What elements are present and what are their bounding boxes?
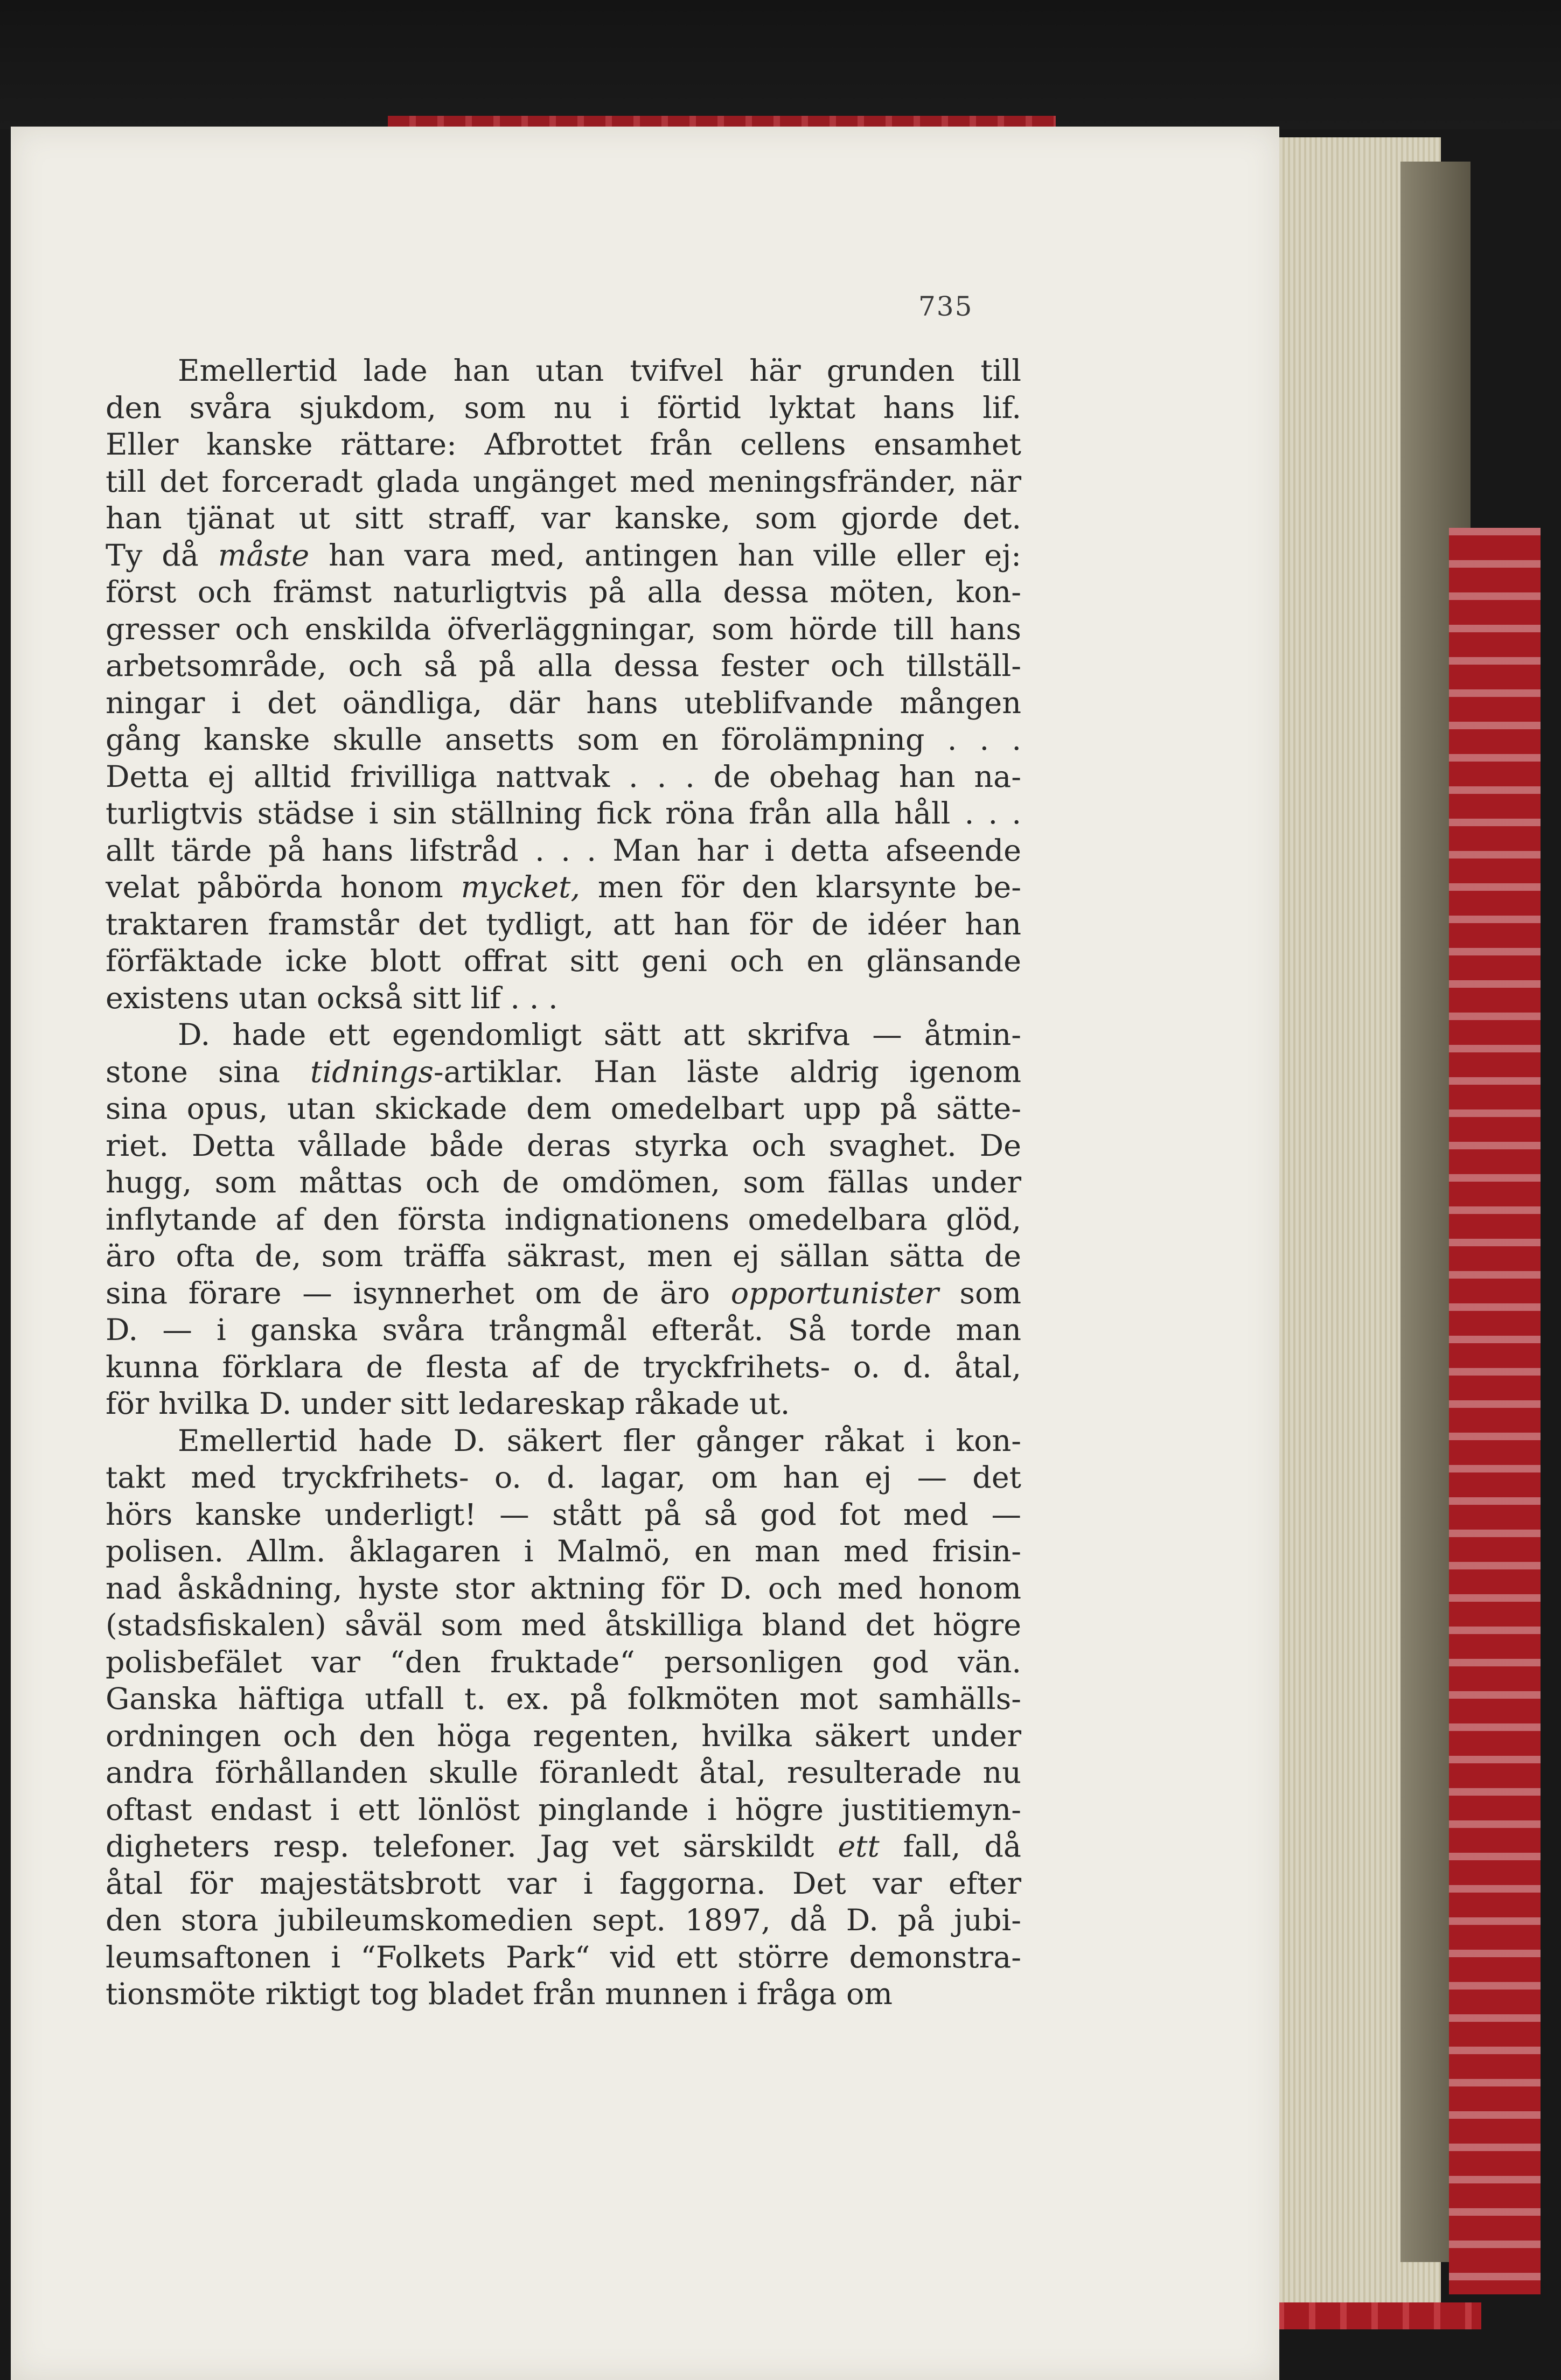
text-segment: digheters resp. telefoner. Jag vet särskildt (106, 1829, 838, 1864)
text-line (106, 353, 1021, 390)
text-segment: (stadsfiskalen) såväl som med åtskilliga bland det högre (106, 1608, 1021, 1643)
text-segment: hugg, som måttas och de omdömen, som fällas under (106, 1165, 1021, 1200)
text-segment: arbetsområde, och så på alla dessa fester och tillställ- (106, 648, 1021, 683)
text-line (106, 1128, 1021, 1165)
text-segment: till det forceradt glada ungänget med meningsfränder, när (106, 464, 1021, 499)
text-line (106, 1054, 1021, 1091)
text-line (106, 1571, 1021, 1608)
emphasized-text: ett (838, 1829, 880, 1864)
text-line (106, 611, 1021, 648)
text-line (106, 1017, 1021, 1054)
text-segment: riet. Detta vållade både deras styrka och svaghet. De (106, 1128, 1021, 1163)
text-line (106, 1202, 1021, 1239)
text-segment: velat påbörda honom (106, 870, 461, 905)
text-line (106, 1828, 1021, 1866)
text-line (106, 648, 1021, 685)
text-segment: -artiklar. Han läste aldrig igenom (433, 1054, 1022, 1090)
text-segment: Detta ej alltid frivilliga nattvak . . . de obehag han na- (106, 759, 1021, 794)
text-segment: turligtvis städse i sin ställning fick röna från alla håll . . . (106, 796, 1021, 831)
text-segment: existens utan också sitt lif . . . (106, 980, 558, 1016)
text-segment: oftast endast i ett lönlöst pinglande i högre justitiemyn- (106, 1792, 1021, 1827)
text-segment: gresser och enskilda öfverläggningar, som hörde till hans (106, 611, 1021, 647)
text-line (106, 685, 1021, 722)
text-segment: allt tärde på hans lifstråd . . . Man har i detta afseende (106, 833, 1021, 868)
text-segment: Emellertid hade D. säkert fler gånger råkat i kon- (178, 1423, 1021, 1458)
text-segment: stone sina (106, 1054, 311, 1090)
text-segment: traktaren framstår det tydligt, att han för de idéer han (106, 906, 1021, 942)
text-line (106, 722, 1021, 759)
emphasized-text: tidnings (310, 1054, 434, 1090)
text-line (106, 1091, 1021, 1128)
text-segment: först och främst naturligtvis på alla dessa möten, kon- (106, 575, 1021, 610)
text-segment: Emellertid lade han utan tvifvel här grunden till (178, 353, 1021, 388)
text-segment: polisen. Allm. åklagaren i Malmö, en man med frisin- (106, 1534, 1021, 1569)
text-segment: den stora jubileumskomedien sept. 1897, då D. på jubi- (106, 1903, 1021, 1938)
text-line (106, 1681, 1021, 1718)
text-line (106, 1238, 1021, 1275)
text-line (106, 759, 1021, 796)
text-segment: kunna förklara de flesta af de tryckfrihets- o. d. åtal, (106, 1349, 1021, 1385)
text-line (106, 869, 1021, 906)
text-segment: förfäktade icke blott offrat sitt geni och en glänsande (106, 944, 1021, 979)
text-line (106, 1386, 1021, 1423)
book-red-edge (1449, 528, 1541, 2294)
text-line (106, 1607, 1021, 1644)
text-line (106, 1312, 1021, 1349)
text-line (106, 1718, 1021, 1755)
text-segment: han tjänat ut sitt straff, var kanske, som gjorde det. (106, 501, 1021, 536)
text-line (106, 390, 1021, 427)
text-line (106, 1533, 1021, 1571)
text-line (106, 1460, 1021, 1497)
scan-background (0, 0, 1561, 129)
text-line (106, 1423, 1021, 1460)
text-segment: som (938, 1275, 1021, 1311)
text-segment: sina förare — isynnerhet om de äro (106, 1275, 731, 1311)
page-number: 735 (918, 291, 973, 322)
text-line (106, 795, 1021, 833)
text-segment: för hvilka D. under sitt ledareskap råkade ut. (106, 1386, 790, 1421)
text-segment: men för den klarsynte be- (580, 870, 1021, 905)
text-line (106, 574, 1021, 611)
text-line (106, 1976, 1021, 2013)
text-line (106, 833, 1021, 870)
text-segment: Eller kanske rättare: Afbrottet från cellens ensamhet (106, 427, 1021, 462)
text-line (106, 980, 1021, 1017)
emphasized-text: måste (218, 538, 310, 573)
text-line (106, 1349, 1021, 1386)
text-segment: inflytande af den första indignationens omedelbara glöd, (106, 1202, 1021, 1237)
emphasized-text: opportunister (730, 1275, 939, 1311)
text-line (106, 1497, 1021, 1534)
text-segment: D. hade ett egendomligt sätt att skrifva — åtmin- (178, 1017, 1021, 1052)
text-segment: takt med tryckfrihets- o. d. lagar, om han ej — det (106, 1460, 1021, 1495)
text-segment: ordningen och den höga regenten, hvilka säkert under (106, 1718, 1021, 1754)
text-segment: D. — i ganska svåra trångmål efteråt. Så torde man (106, 1313, 1021, 1348)
text-segment: tionsmöte riktigt tog bladet från munnen i fråga om (106, 1977, 893, 2012)
text-segment: polisbefälet var “den fruktade“ personligen god vän. (106, 1644, 1021, 1680)
text-line (106, 1755, 1021, 1792)
emphasized-text: mycket, (461, 870, 581, 905)
text-segment: Ty då (106, 538, 218, 573)
text-segment: nad åskådning, hyste stor aktning för D. och med honom (106, 1571, 1021, 1606)
text-line (106, 1275, 1021, 1313)
text-segment: Ganska häftiga utfall t. ex. på folkmöten mot samhälls- (106, 1681, 1021, 1716)
text-segment: äro ofta de, som träffa säkrast, men ej sällan sätta de (106, 1239, 1021, 1274)
text-line (106, 1902, 1021, 1939)
body-text (106, 353, 1021, 2013)
text-line (106, 943, 1021, 980)
text-segment: gång kanske skulle ansetts som en förolämpning . . . (106, 722, 1021, 757)
text-segment: hörs kanske underligt! — stått på så god fot med — (106, 1497, 1021, 1532)
text-segment: ningar i det oändliga, där hans uteblifvande mången (106, 685, 1021, 721)
text-line (106, 427, 1021, 464)
text-line (106, 538, 1021, 575)
text-line (106, 1866, 1021, 1903)
text-line (106, 500, 1021, 538)
text-segment: fall, då (879, 1829, 1021, 1864)
text-segment: den svåra sjukdom, som nu i förtid lyktat hans lif. (106, 390, 1021, 425)
text-line (106, 1792, 1021, 1829)
text-line (106, 1644, 1021, 1681)
text-line (106, 1164, 1021, 1202)
text-line (106, 464, 1021, 501)
text-segment: leumsaftonen i “Folkets Park“ vid ett större demonstra- (106, 1939, 1021, 1975)
text-line (106, 1939, 1021, 1977)
text-segment: åtal för majestätsbrott var i faggorna. Det var efter (106, 1866, 1021, 1901)
text-line (106, 906, 1021, 944)
text-segment: sina opus, utan skickade dem omedelbart upp på sätte- (106, 1091, 1021, 1126)
text-segment: andra förhållanden skulle föranledt åtal, resulterade nu (106, 1755, 1021, 1790)
text-segment: han vara med, antingen han ville eller ej: (309, 538, 1021, 573)
